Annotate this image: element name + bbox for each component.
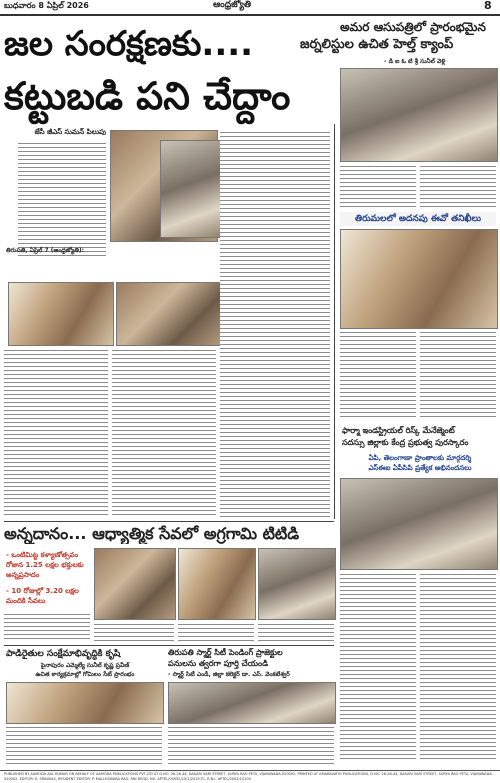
annadanam-body-col1 <box>4 612 90 642</box>
lead-headline-1: జల సంరక్షణకు.... <box>4 24 254 64</box>
annadanam-body-col2 <box>94 622 174 642</box>
page-footer <box>0 770 500 783</box>
annadanam-headline: అన్నదానం... ఆధ్యాత్మిక సేవలో అగ్రగామి టిటిడి <box>4 524 300 543</box>
smartcity-photo <box>168 682 336 724</box>
industry-body-col1 <box>340 572 416 762</box>
hospital-headline-2: జర్నలిస్టుల ఉచిత హెల్త్ క్యాంప్ <box>300 37 454 52</box>
tirumala-body-col2 <box>420 330 496 420</box>
industry-photo <box>340 478 498 570</box>
tirumala-banner: తిరుమలలో అదనపు ఈవో తనిఖీలు <box>340 212 496 226</box>
section-rule <box>4 521 334 522</box>
hospital-headline-1: అమర ఆసుపత్రిలో ప్రారంభమైన <box>340 20 486 34</box>
annadanam-photo-2 <box>178 548 256 620</box>
annadanam-bullet-1: - ఒంటిమిట్ట కళ్యాణోత్సవం రోజున 1.25 లక్షల భక్తులకు అన్నప్రసాదం <box>6 551 84 579</box>
lead-body-col3 <box>220 130 330 518</box>
hospital-body-col1 <box>340 164 416 208</box>
smartcity-headline-1: తిరుపతి స్మార్ట్ సిటీ పెండింగ్ ప్రాజెక్టుల <box>168 648 283 657</box>
section-rule-2 <box>4 645 334 646</box>
annadanam-photo-3 <box>258 548 336 620</box>
annadanam-body-col3 <box>178 622 254 642</box>
smartcity-headline-2: పనులను త్వరగా పూర్తి చేయండి <box>168 659 269 668</box>
lead-body-col2 <box>112 348 216 518</box>
tirumala-photo <box>340 229 498 329</box>
footer-imprint: PUBLISHED BY AAMODA AAL KUMAR ON BEHALF OF AAMODA PUBLICATIONS PVT.LTD AT D NO. 26-26-44, DASARI VARI STREET, SURYA RAO PETA, VIJAYAWADA-520002. PRINTED AT AMARAVATHI PUBLICATIONS, D.NO. 26-26-44, DASARI VARI STREET, SURYA RAO PETA, VIJAYAWADA-520002. EDITOR: K. SRINIVAS, RESIDENT EDITOR: P. MALLESWARA RAO. RNI REGD. NO. APTEL/00052/15/1/2019-TC. R.N.I. APTEL/2002/10100 <box>4 772 493 781</box>
lead-kicker: జేసీ జీఎస్ సుమన్ పిలుపు <box>34 128 106 136</box>
annadanam-body-col4 <box>258 622 334 642</box>
tirumala-body-col1 <box>340 330 416 420</box>
farmers-subhead-2: ఉచిత కార్యక్రమాల్లో గోమిలం సేట్ ప్రారంభం <box>35 671 135 678</box>
smartcity-body <box>168 725 334 767</box>
column-divider <box>334 124 335 519</box>
lead-headline-2: కట్టుబడి పని చేద్దాం <box>4 74 291 118</box>
smartcity-subhead: - స్మార్ట్ సిటీ ఎండీ, జిల్లా కలెక్టర్ డా. ఎస్. వెంకటేశ్వర్ <box>168 671 290 678</box>
industry-subhead-1: ఏపి, తెలంగాణా ప్రాంతాలకు మార్గదర్శి <box>368 454 472 462</box>
hospital-photo <box>340 68 498 162</box>
hospital-body-col2 <box>420 164 496 208</box>
lead-body-col1 <box>4 348 108 518</box>
lead-kicker-box <box>18 128 106 280</box>
masthead-title: ఆంధ్రజ్యోతి <box>213 0 252 10</box>
industry-subhead-2: ఎస్‌ఈఐ ఏపీసిపి ప్రత్యేక అభినందనలు <box>368 464 472 472</box>
hospital-caption: - డి ఐ ఓ టి శ్రీ సునీల్ వెళ్లి <box>384 58 446 65</box>
farmers-subhead-1: పైనాపురం ఎమ్మెల్యే సునీల్ కృష్ణ ప్రవీణ్ <box>40 662 130 669</box>
lead-photo-hall <box>116 282 222 346</box>
page-number: 8 <box>484 0 492 12</box>
header-date: బుధవారం 8 ఏప్రిల్ 2026 <box>4 1 89 10</box>
lead-dateline: తిరుపతి, ఏప్రిల్ 7 (ఆంధ్రజ్యోతి): <box>6 247 85 254</box>
annadanam-photo-1 <box>94 548 176 620</box>
page-header <box>0 0 500 16</box>
lead-photo-people <box>160 140 222 238</box>
industry-body-col2 <box>420 572 496 762</box>
annadanam-bullet-2: - 10 రోజుల్లో 3.20 లక్షల మందికి సేవలు <box>6 587 79 605</box>
industry-headline-1: ఫార్మా ఇండస్ట్రియల్ రిస్క్ మేనేజ్మెంట్ <box>342 426 455 435</box>
industry-headline-2: సదస్సు జిల్లాకు కేంద్ర ప్రభుత్వ పురస్కారం <box>342 438 469 447</box>
farmers-headline: పాడిరైతుల సంక్షేమాభివృద్ధికి కృషి <box>6 649 121 659</box>
farmers-photo <box>6 682 164 724</box>
farmers-body <box>6 725 162 767</box>
lead-photo-meeting <box>8 282 114 346</box>
